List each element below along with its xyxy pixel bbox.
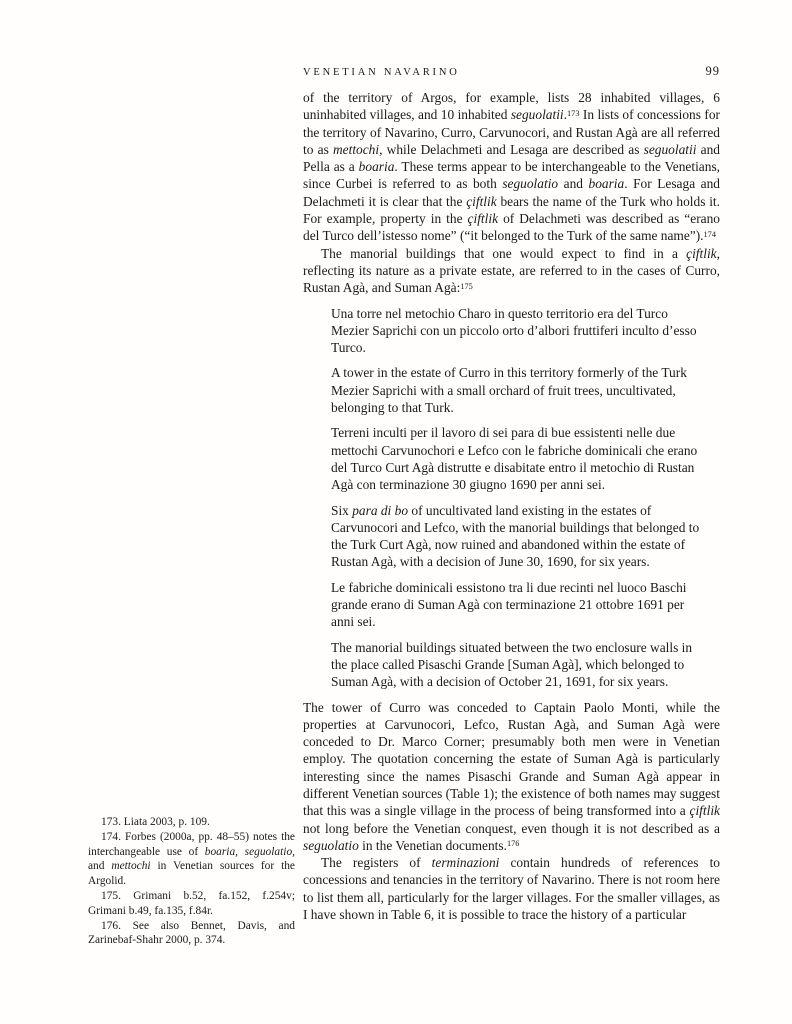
footnote-175: 175. Grimani b.52, fa.152, f.254v; Grimani b.49, fa.135, f.84r. <box>88 889 295 917</box>
paragraph-argos-territory: of the territory of Argos, for example, lists 28 inhabited villages, 6 uninhabited villages, and 10 inhabited seguolatii.$^{173}$ In lists of concessions for the territory of Navarino, Curro, Carvunocori, and Rustan Agà are all referred to as mettochi, while Delachmeti and Lesaga are described as seguolatii and Pella as a boaria. These terms appear to be interchangeable to the Venetians, since Curbei is referred to as both seguolatio and boaria. For Lesaga and Delachmeti it is clear that the çiftlik bears the name of the Turk who holds it. For example, property in the çiftlik of Delachmeti was described as “erano del Turco dell’istesso nome” (“it belonged to the Turk of the same name”).$^{174}$ <box>303 90 721 244</box>
paragraph-tower-curro: The tower of Curro was conceded to Captain Paolo Monti, while the properties at Carvunocori, Lefco, Rustan Agà, and Suman Agà were conceded to Dr. Marco Corner; presumably both men were in Venetian employ. The quotation concerning the estate of Suman Agà is particularly interesting since the names Pisaschi Grande and Suman Agà appear in different Venetian sources (Table 1); the existence of both names may suggest that this was a single village in the process of being transformed into a çiftlik not long before the Venetian conquest, even though it is not described as a seguolatio in the Venetian documents.$^{176}$ <box>303 699 720 853</box>
footnotes-column <box>88 815 295 948</box>
blockquote-italian-torre: Una torre nel metochio Charo in questo territorio era del Turco Mezier Saprichi con un piccolo orto d’albori fruttiferi inculto d’esso Turco. <box>331 305 697 356</box>
footnote-173: 173. Liata 2003, p. 109. <box>101 816 210 828</box>
blockquote-italian-fabriche: Le fabriche dominicali essistono tra li due recinti nel luoco Baschi grande erano di Suman Agà con terminazione 21 ottobre 1691 per anni sei. <box>331 579 687 630</box>
page-number: 99 <box>705 64 720 78</box>
main-text-column <box>303 89 720 923</box>
running-header <box>303 64 720 79</box>
paragraph-manorial-buildings: The manorial buildings that one would expect to find in a çiftlik, reflecting its nature as a private estate, are referred to in the cases of Curro, Rustan Agà, and Suman Agà:$^{175}$ <box>303 245 720 296</box>
paragraph-registers: The registers of terminazioni contain hundreds of references to concessions and tenancies in the territory of Navarino. There is not room here to list them all, particularly for the larger villages. For the smaller villages, as I have shown in Table 6, it is possible to trace the history of a particular <box>303 855 720 923</box>
blockquote-english-para-di-bo: Six para di bo of uncultivated land existing in the estates of Carvunocori and Lefco, with the manorial buildings that belonged to the Turk Curt Agà, now ruined and abandoned within the estate of Rustan Agà, with a decision of June 30, 1690, for six years. <box>331 502 700 570</box>
blockquote-english-tower: A tower in the estate of Curro in this territory formerly of the Turk Mezier Saprichi with a small orchard of fruit trees, uncultivated, belonging to that Turk. <box>331 365 687 416</box>
running-head-title: VENETIAN NAVARINO <box>303 67 460 78</box>
blockquote-italian-terreni: Terreni inculti per il lavoro di sei para di bue essistenti nelle due mettochi Carvunochori e Lefco con le fabriche dominicali che erano del Turco Curt Agà distrutte e disabitate entro il metochio di Rustan Agà con terminazione 30 giugno 1690 per anni sei. <box>331 425 698 493</box>
footnote-176: 176. See also Bennet, Davis, and Zarinebaf-Shahr 2000, p. 374. <box>88 919 295 947</box>
footnote-174: 174. Forbes (2000a, pp. 48–55) notes the interchangeable use of boaria, seguolatio, and mettochi in Venetian sources for the Argolid. <box>88 830 295 888</box>
blockquote-english-manorial: The manorial buildings situated between the two enclosure walls in the place called Pisaschi Grande [Suman Agà], which belonged to Suman Agà, with a decision of October 21, 1691, for six years. <box>331 639 693 690</box>
